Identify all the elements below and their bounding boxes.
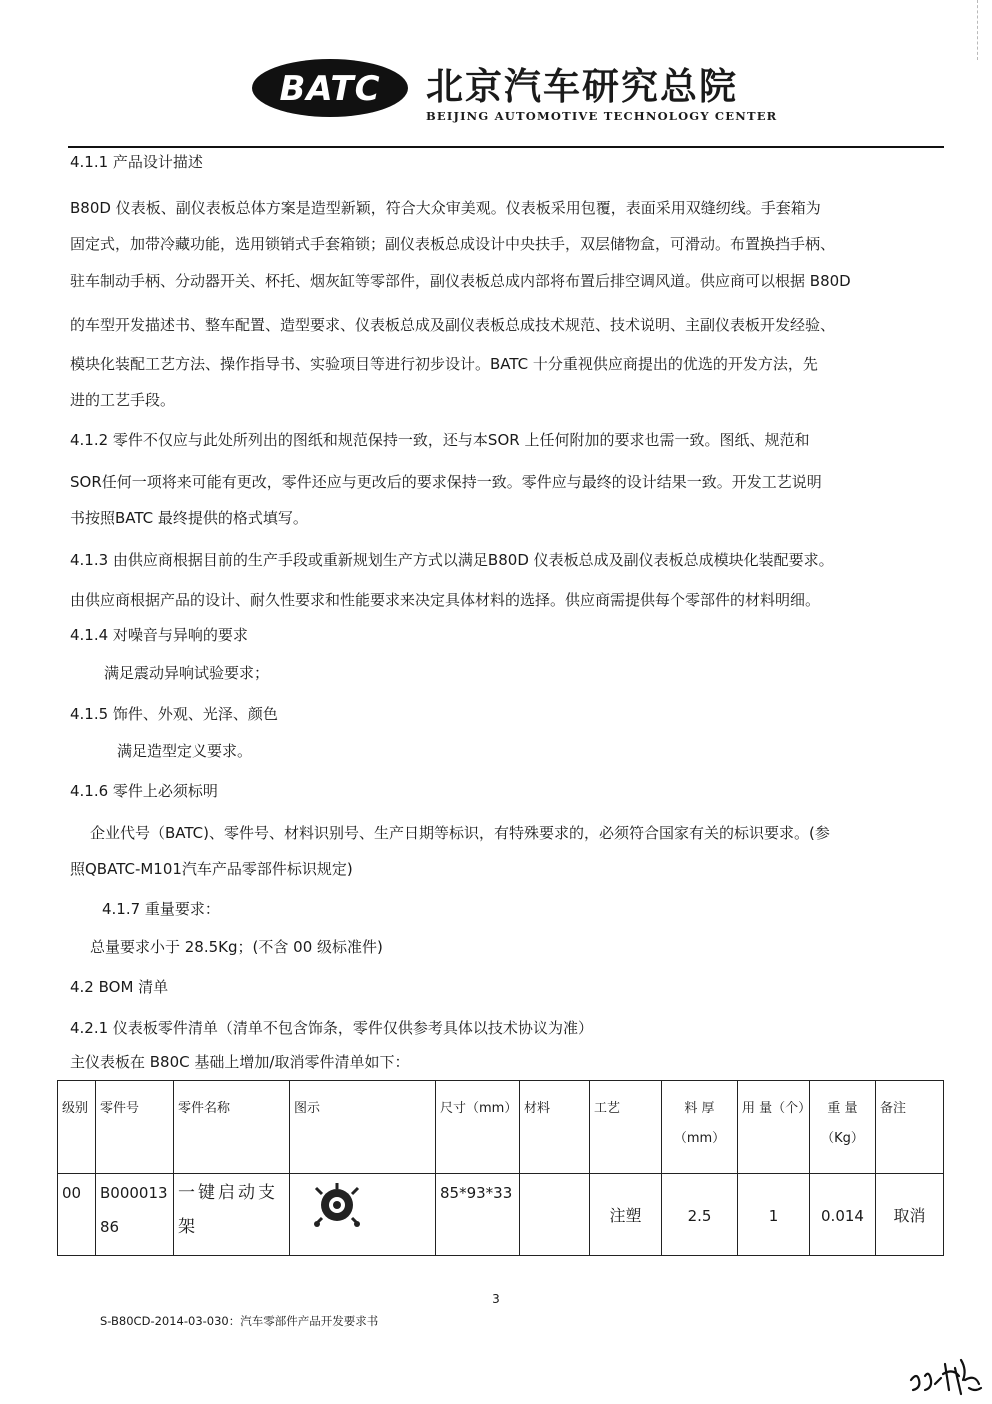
header-cell: 零件名称 [174, 1081, 290, 1174]
cell-thickness: 2.5 [662, 1174, 738, 1256]
table-header-row [58, 1081, 944, 1174]
svg-text:BATC: BATC [279, 69, 381, 109]
body-line: SOR任何一项将来可能有更改，零件还应与更改后的要求保持一致。零件应与最终的设计结果一致。开发工艺说明 [70, 473, 822, 491]
header-cell: 级别 [58, 1081, 96, 1174]
section-4-1-1-heading: 4.1.1 产品设计描述 [70, 153, 203, 171]
body-line: 总量要求小于 28.5Kg；(不含 00 级标准件) [90, 938, 383, 956]
header-cell: 材料 [520, 1081, 590, 1174]
section-4-1-2: 4.1.2 零件不仅应与此处所列出的图纸和规范保持一致，还与本SOR 上任何附加的要求也需一致。图纸、规范和 [70, 431, 810, 449]
cell-weight: 0.014 [810, 1174, 876, 1256]
section-4-1-4-heading: 4.1.4 对噪音与异响的要求 [70, 626, 248, 644]
body-line: 固定式，加带冷藏功能，选用锁销式手套箱锁；副仪表板总成设计中央扶手，双层储物盒，可滑动。布置换挡手柄、 [70, 235, 836, 253]
header-cell: 工艺 [590, 1081, 662, 1174]
section-4-1-6-heading: 4.1.6 零件上必须标明 [70, 782, 218, 800]
cell-process: 注塑 [590, 1174, 662, 1256]
header-cell: 零件号 [96, 1081, 174, 1174]
header-cell: 重 量（Kg） [810, 1081, 876, 1174]
section-4-1-3: 4.1.3 由供应商根据目前的生产手段或重新规划生产方式以满足B80D 仪表板总成及副仪表板总成模块化装配要求。 [70, 551, 834, 569]
header-cell: 尺寸（mm） [436, 1081, 520, 1174]
cell-material [520, 1174, 590, 1256]
section-4-1-7-heading: 4.1.7 重量要求： [102, 900, 220, 918]
cell-size: 85*93*33 [436, 1174, 520, 1256]
body-line: 模块化装配工艺方法、操作指导书、实验项目等进行初步设计。BATC 十分重视供应商提出的优选的开发方法，先 [70, 355, 818, 373]
part-photo-icon [312, 1180, 362, 1230]
bom-table [57, 1080, 944, 1256]
body-line: 由供应商根据产品的设计、耐久性要求和性能要求来决定具体材料的选择。供应商需提供每个零部件的材料明细。 [70, 591, 821, 609]
batc-logo [250, 57, 410, 119]
section-4-2-1-heading: 4.2.1 仪表板零件清单（清单不包含饰条，零件仅供参考具体以技术协议为准） [70, 1019, 593, 1037]
header-cell: 图示 [290, 1081, 436, 1174]
cell-remark: 取消 [876, 1174, 944, 1256]
cell-quantity: 1 [738, 1174, 810, 1256]
section-4-1-5-heading: 4.1.5 饰件、外观、光泽、颜色 [70, 705, 278, 723]
body-line: 满足造型定义要求。 [117, 742, 253, 760]
header-cell: 料 厚（mm） [662, 1081, 738, 1174]
table-caption: 主仪表板在 B80C 基础上增加/取消零件清单如下： [70, 1053, 410, 1071]
document-footer: S-B80CD-2014-03-030：汽车零部件产品开发要求书 [100, 1314, 379, 1328]
org-name-cn: 北京汽车研究总院 [426, 65, 738, 108]
cell-part-no: B00001386 [96, 1174, 174, 1256]
body-line: 满足震动异响试验要求； [104, 664, 270, 682]
scan-edge-mark [977, 0, 978, 60]
cell-image [290, 1174, 436, 1256]
table-row [58, 1174, 944, 1256]
body-line: 照QBATC-M101汽车产品零部件标识规定) [70, 860, 353, 878]
handwritten-signature [905, 1350, 985, 1400]
body-line: 企业代号（BATC)、零件号、材料识别号、生产日期等标识，有特殊要求的，必须符合国家有关的标识要求。(参 [90, 824, 830, 842]
body-line: 进的工艺手段。 [70, 391, 176, 409]
org-name-en: BEIJING AUTOMOTIVE TECHNOLOGY CENTER [426, 109, 778, 123]
cell-part-name: 一键启动支架 [174, 1174, 290, 1256]
body-line: 书按照BATC 最终提供的格式填写。 [70, 509, 308, 527]
page-number: 3 [492, 1292, 500, 1306]
body-line: 的车型开发描述书、整车配置、造型要求、仪表板总成及副仪表板总成技术规范、技术说明、主副仪表板开发经验、 [70, 316, 836, 334]
cell-level: 00 [58, 1174, 96, 1256]
header-cell: 用 量（个） [738, 1081, 810, 1174]
body-line: B80D 仪表板、副仪表板总体方案是造型新颖，符合大众审美观。仪表板采用包覆，表面采用双缝纫线。手套箱为 [70, 199, 821, 217]
body-line: 驻车制动手柄、分动器开关、杯托、烟灰缸等零部件，副仪表板总成内部将布置后排空调风道。供应商可以根据 B80D [70, 272, 851, 290]
header-cell: 备注 [876, 1081, 944, 1174]
section-4-2-heading: 4.2 BOM 清单 [70, 978, 169, 996]
header-rule [68, 146, 944, 148]
